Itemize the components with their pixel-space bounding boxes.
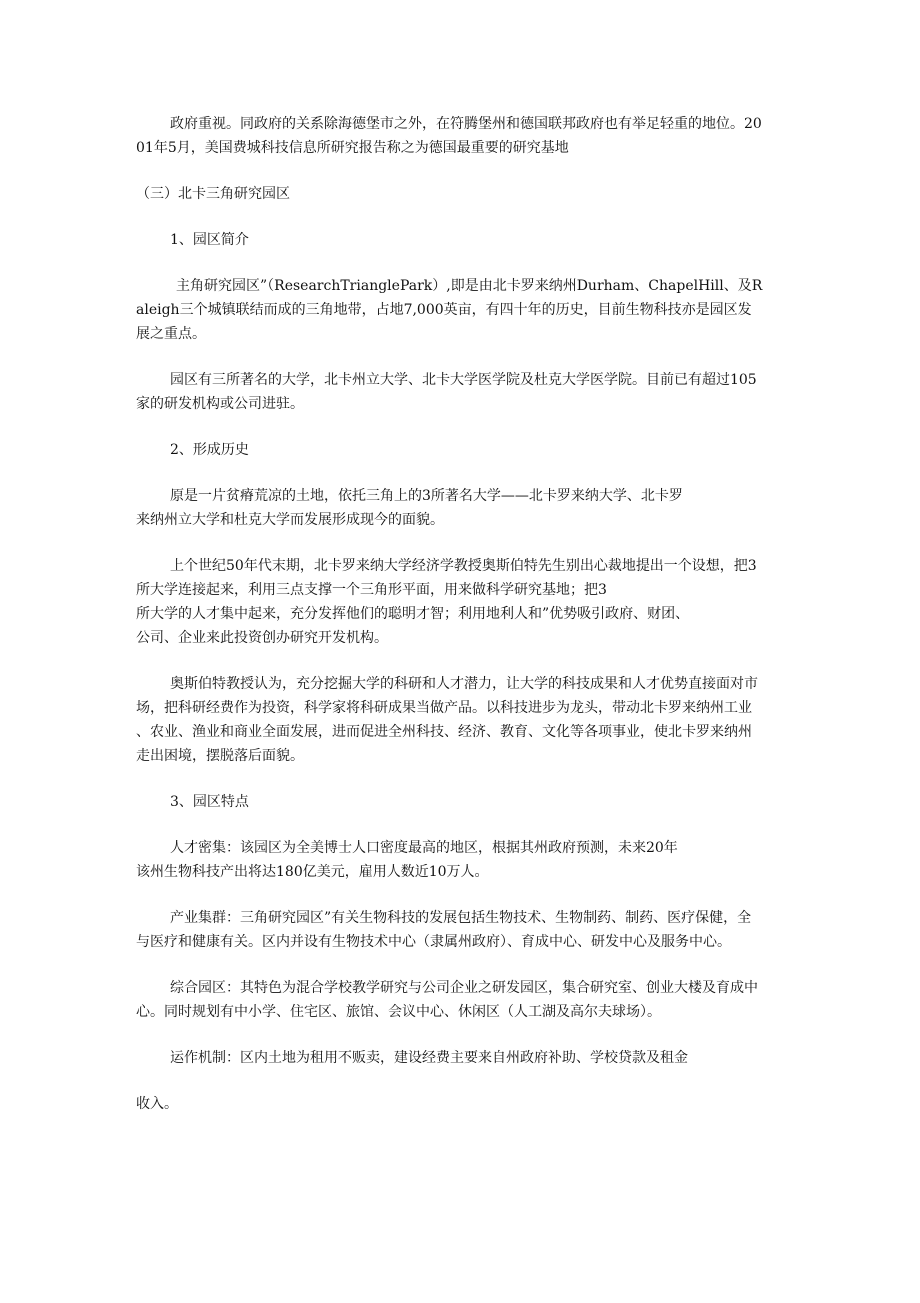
para3-line-1: 原是一片贫瘠荒凉的土地，依托三角上的3所著名大学——北卡罗来纳大学、北卡罗 [170,488,683,504]
para5-line-3: 、农业、渔业和商业全面发展，进而促进全州科技、经济、教育、文化等各项事业，使北卡罗来纳州 [136,724,752,740]
para4-line-4: 公司、企业来此投资创办研究开发机构。 [136,630,388,646]
para1-line-1: 主角研究园区”（ResearchTrianglePark）,即是由北卡罗来纳州Durham、ChapelHill、及R [176,278,763,294]
para4-line-2: 所大学连接起来，利用三点支撑一个三角形平面，用来做科学研究基地；把3 [136,582,607,598]
para6-line-2: 该州生物科技产出将达180亿美元，雇用人数近10万人。 [136,864,489,880]
para5-line-4: 走出困境，摆脱落后面貌。 [136,748,304,764]
para2-line-2: 家的研发机构或公司进驻。 [136,396,304,412]
para1-line-3: 展之重点。 [136,326,206,342]
para1-line-2: aleigh三个城镇联结而成的三角地带，占地7,000英亩，有四十年的历史，目前生物科技亦是园区发 [136,302,752,318]
para2-line-1: 园区有三所著名的大学，北卡州立大学、北卡大学医学院及杜克大学医学院。目前已有超过105 [170,372,757,388]
para10-line-1: 收入。 [136,1096,178,1112]
intro-line-2: 01年5月，美国费城科技信息所研究报告称之为德国最重要的研究基地 [136,140,569,156]
intro-line-1: 政府重视。同政府的关系除海德堡市之外，在符腾堡州和德国联邦政府也有举足轻重的地位。20 [170,116,762,132]
subsection2-heading: 2、形成历史 [170,442,249,458]
document-page [136,112,784,1116]
para3-line-2: 来纳州立大学和杜克大学而发展形成现今的面貌。 [136,512,444,528]
para4-line-1: 上个世纪50年代末期，北卡罗来纳大学经济学教授奥斯伯特先生别出心裁地提出一个设想，把3 [170,558,757,574]
para6-line-1: 人才密集：该园区为全美博士人口密度最高的地区，根据其州政府预测，未来20年 [170,840,678,856]
para5-line-2: 场，把科研经费作为投资，科学家将科研成果当做产品。以科技进步为龙头，带动北卡罗来纳州工业 [136,700,752,716]
para7-line-1: 产业集群：三角研究园区”有关生物科技的发展包括生物技术、生物制药、制药、医疗保健，全 [170,910,752,926]
para9-line-1: 运作机制：区内土地为租用不贩卖，建设经费主要来自州政府补助、学校贷款及租金 [170,1050,688,1066]
para8-line-2: 心。同时规划有中小学、住宅区、旅馆、会议中心、休闲区（人工湖及高尔夫球场）。 [136,1004,661,1020]
para4-line-3: 所大学的人才集中起来，充分发挥他们的聪明才智；利用地利人和”优势吸引政府、财团、 [136,606,690,622]
para7-line-2: 与医疗和健康有关。区内并设有生物技术中心（隶属州政府）、育成中心、研发中心及服务中心。 [136,934,731,950]
section3-heading: （三）北卡三角研究园区 [136,186,290,202]
subsection3-heading: 3、园区特点 [170,794,249,810]
subsection1-heading: 1、园区简介 [170,232,249,248]
para8-line-1: 综合园区：其特色为混合学校教学研究与公司企业之研发园区，集合研究室、创业大楼及育成中 [170,980,758,996]
para5-line-1: 奥斯伯特教授认为，充分挖掘大学的科研和人才潜力，让大学的科技成果和人才优势直接面对市 [170,676,758,692]
